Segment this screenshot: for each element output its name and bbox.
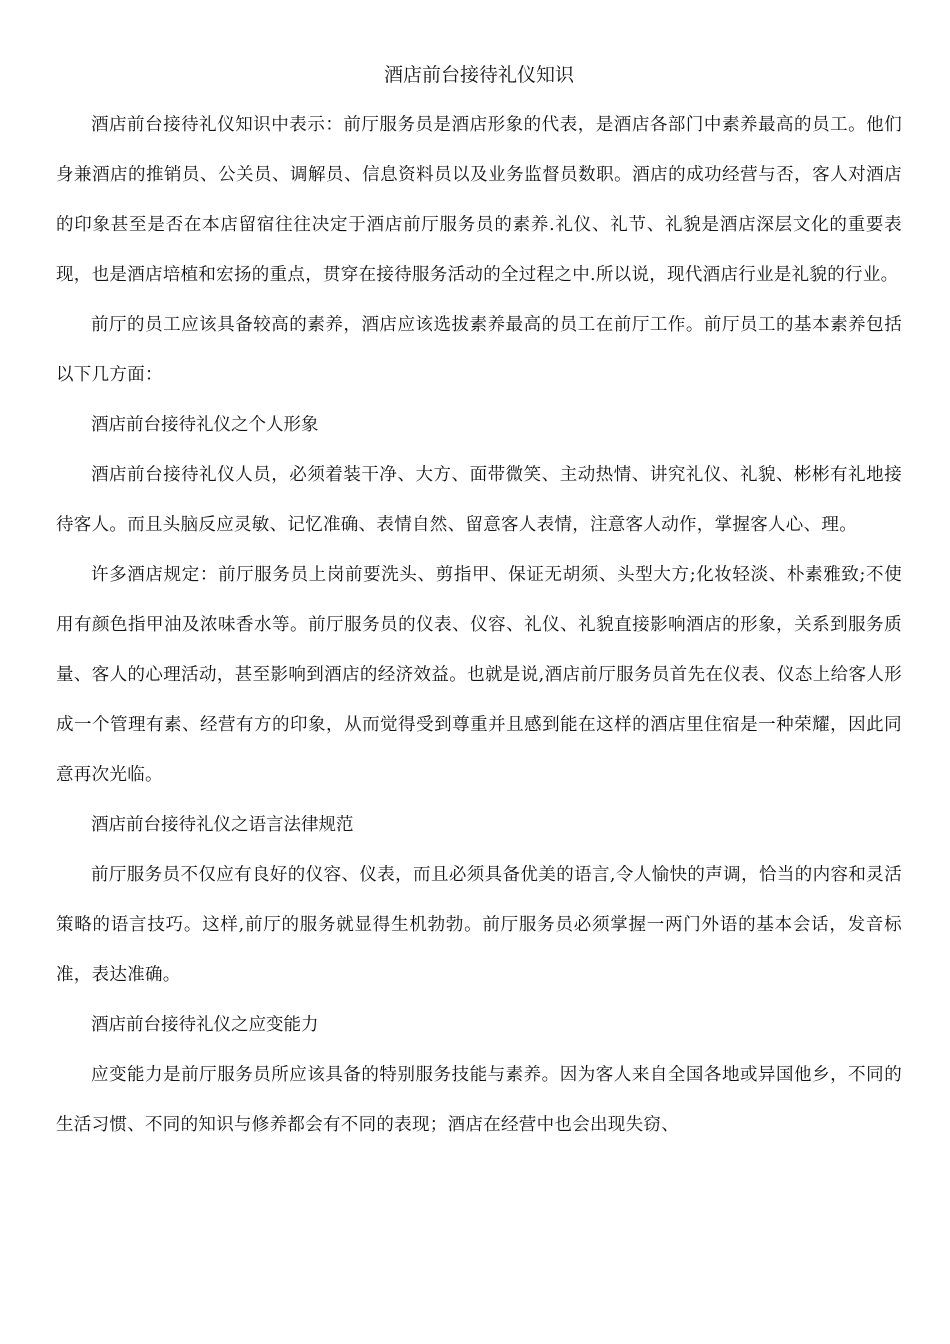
section-heading-personal-image: 酒店前台接待礼仪之个人形象 xyxy=(91,415,319,435)
section-heading-language: 酒店前台接待礼仪之语言法律规范 xyxy=(91,815,354,835)
paragraph-staff-quality: 前厅的员工应该具备较高的素养，酒店应该选拔素养最高的员工在前厅工作。前厅员工的基本素养包括以下几方面： xyxy=(56,315,902,385)
document-title: 酒店前台接待礼仪知识 xyxy=(383,64,574,86)
section-heading-adaptability: 酒店前台接待礼仪之应变能力 xyxy=(91,1015,319,1035)
document-page xyxy=(56,58,902,1150)
paragraph-intro: 酒店前台接待礼仪知识中表示：前厅服务员是酒店形象的代表，是酒店各部门中素养最高的员工。他们身兼酒店的推销员、公关员、调解员、信息资料员以及业务监督员数职。酒店的成功经营与否，客人对酒店的印象甚至是否在本店留宿往往决定于酒店前厅服务员的素养.礼仪、礼节、礼貌是酒店深层文化的重要表现，也是酒店培植和宏扬的重点，贯穿在接待服务活动的全过程之中.所以说，现代酒店行业是礼貌的行业。 xyxy=(56,115,902,285)
paragraph-language: 前厅服务员不仅应有良好的仪容、仪表，而且必须具备优美的语言,令人愉快的声调，恰当的内容和灵活策略的语言技巧。这样,前厅的服务就显得生机勃勃。前厅服务员必须掌握一两门外语的基本会话，发音标准，表达准确。 xyxy=(56,865,902,985)
paragraph-personal-image: 酒店前台接待礼仪人员，必须着装干净、大方、面带微笑、主动热情、讲究礼仪、礼貌、彬彬有礼地接待客人。而且头脑反应灵敏、记忆准确、表情自然、留意客人表情，注意客人动作，掌握客人心、理。 xyxy=(56,465,902,535)
paragraph-hotel-rules: 许多酒店规定：前厅服务员上岗前要洗头、剪指甲、保证无胡须、头型大方;化妆轻淡、朴素雅致;不使用有颜色指甲油及浓味香水等。前厅服务员的仪表、仪容、礼仪、礼貌直接影响酒店的形象，关系到服务质量、客人的心理活动，甚至影响到酒店的经济效益。也就是说,酒店前厅服务员首先在仪表、仪态上给客人形成一个管理有素、经营有方的印象，从而觉得受到尊重并且感到能在这样的酒店里住宿是一种荣耀，因此同意再次光临。 xyxy=(56,565,902,785)
paragraph-adaptability: 应变能力是前厅服务员所应该具备的特别服务技能与素养。因为客人来自全国各地或异国他乡，不同的生活习惯、不同的知识与修养都会有不同的表现；酒店在经营中也会出现失窃、 xyxy=(56,1065,902,1135)
